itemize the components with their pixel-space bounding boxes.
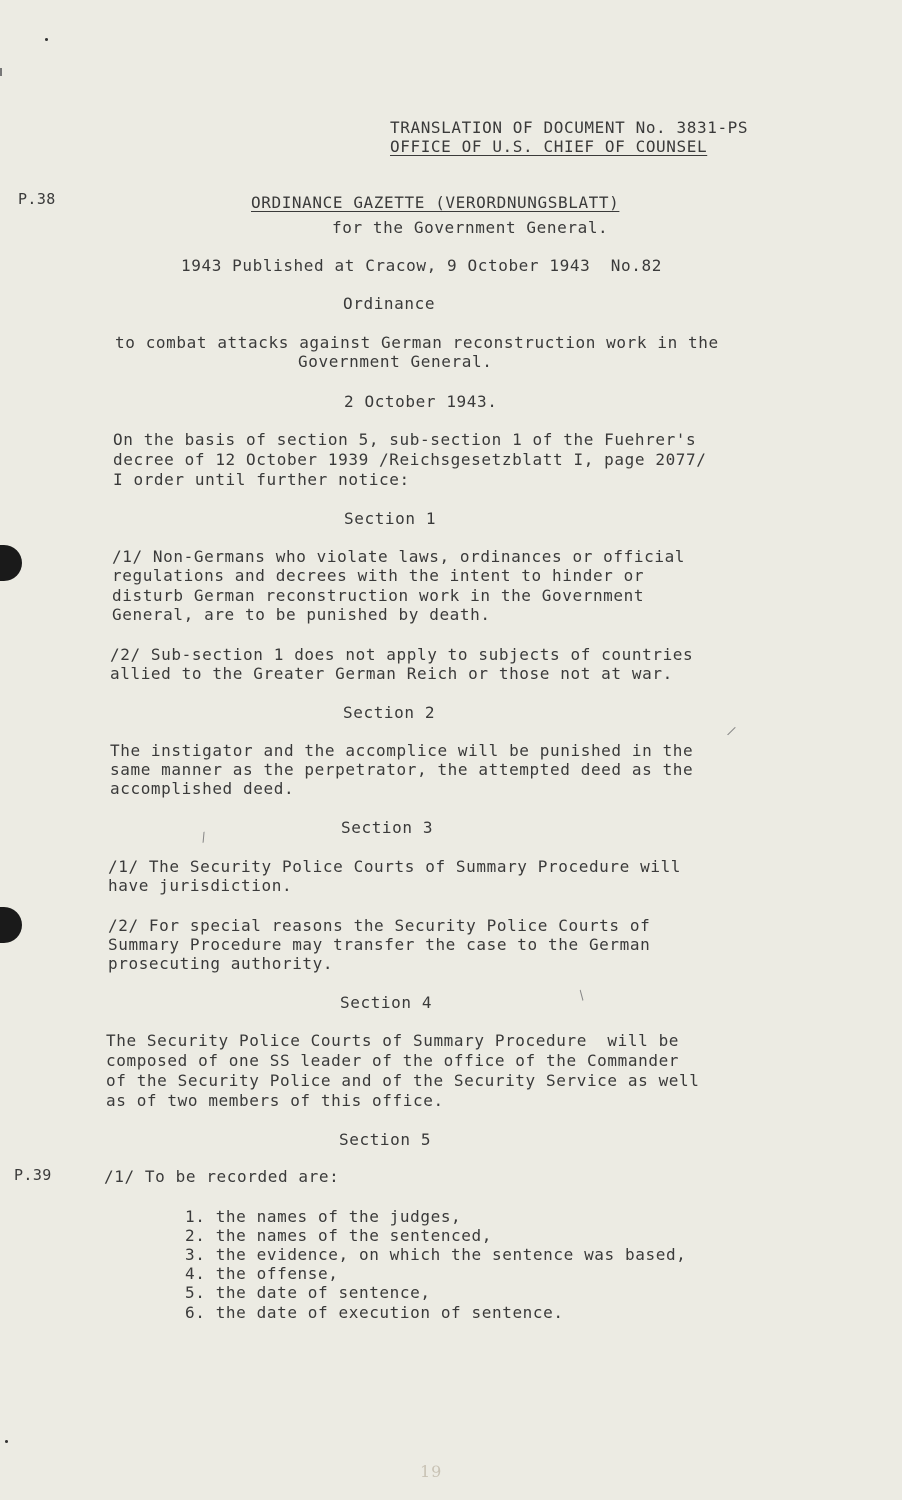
faint-page-number: 19: [420, 1462, 443, 1481]
ink-speck: [5, 1440, 8, 1443]
purpose-line-1: to combat attacks against German reconstruction work in the: [115, 333, 719, 352]
section-4-p1-line: composed of one SS leader of the office of the Commander: [106, 1051, 680, 1070]
margin-page-38: P.38: [18, 190, 56, 208]
purpose-line-2: Government General.: [298, 352, 493, 371]
ordinance-date: 2 October 1943.: [344, 392, 498, 411]
section-5-intro: /1/ To be recorded are:: [104, 1167, 340, 1186]
section-2-heading: Section 2: [343, 703, 436, 722]
translation-header: TRANSLATION OF DOCUMENT No. 3831-PS: [390, 118, 749, 137]
stray-mark: /: [725, 723, 738, 739]
section-1-p2-line: allied to the Greater German Reich or those not at war.: [110, 664, 673, 683]
section-5-list-item: 3. the evidence, on which the sentence was based,: [185, 1245, 687, 1264]
section-1-p2-line: /2/ Sub-section 1 does not apply to subjects of countries: [110, 645, 694, 664]
section-4-p1-line: as of two members of this office.: [106, 1091, 444, 1110]
section-5-list-item: 2. the names of the sentenced,: [185, 1226, 492, 1245]
section-1-heading: Section 1: [344, 509, 437, 528]
margin-page-39: P.39: [14, 1166, 52, 1184]
stray-mark: /: [574, 987, 589, 1003]
section-1-p1-line: disturb German reconstruction work in the Government: [112, 586, 645, 605]
section-4-p1-line: of the Security Police and of the Security Service as well: [106, 1071, 700, 1090]
section-5-list-item: 5. the date of sentence,: [185, 1283, 431, 1302]
section-3-heading: Section 3: [341, 818, 434, 837]
section-2-p1-line: same manner as the perpetrator, the attempted deed as the: [110, 760, 694, 779]
stray-mark: /: [197, 829, 210, 845]
section-3-p2-line: /2/ For special reasons the Security Police Courts of: [108, 916, 651, 935]
section-5-list-item: 6. the date of execution of sentence.: [185, 1303, 564, 1322]
section-5-list-item: 4. the offense,: [185, 1264, 339, 1283]
ordinance-heading: Ordinance: [343, 294, 436, 313]
section-5-list-item: 1. the names of the judges,: [185, 1207, 462, 1226]
punch-hole-lower: [0, 907, 22, 943]
section-1-p1-line: General, are to be punished by death.: [112, 605, 491, 624]
section-3-p1-line: /1/ The Security Police Courts of Summary Procedure will: [108, 857, 682, 876]
punch-hole-upper: [0, 545, 22, 581]
section-1-p1-line: /1/ Non-Germans who violate laws, ordinances or official: [112, 547, 686, 566]
section-4-p1-line: The Security Police Courts of Summary Procedure will be: [106, 1031, 680, 1050]
preamble-line: On the basis of section 5, sub-section 1 of the Fuehrer's: [113, 430, 697, 449]
gazette-for-line: for the Government General.: [332, 218, 609, 237]
section-2-p1-line: The instigator and the accomplice will be punished in the: [110, 741, 694, 760]
gazette-title: ORDINANCE GAZETTE (VERORDNUNGSBLATT): [251, 193, 620, 212]
section-5-heading: Section 5: [339, 1130, 432, 1149]
section-3-p2-line: Summary Procedure may transfer the case to the German: [108, 935, 651, 954]
office-header: OFFICE OF U.S. CHIEF OF COUNSEL: [390, 137, 708, 156]
section-3-p2-line: prosecuting authority.: [108, 954, 334, 973]
preamble-line: I order until further notice:: [113, 470, 410, 489]
section-4-heading: Section 4: [340, 993, 433, 1012]
section-2-p1-line: accomplished deed.: [110, 779, 295, 798]
edge-mark: [0, 68, 2, 76]
section-3-p1-line: have jurisdiction.: [108, 876, 293, 895]
ink-speck: [45, 38, 48, 41]
preamble-line: decree of 12 October 1939 /Reichsgesetzblatt I, page 2077/: [113, 450, 707, 469]
published-line: 1943 Published at Cracow, 9 October 1943 No.82: [181, 256, 662, 275]
section-1-p1-line: regulations and decrees with the intent to hinder or: [112, 566, 645, 585]
